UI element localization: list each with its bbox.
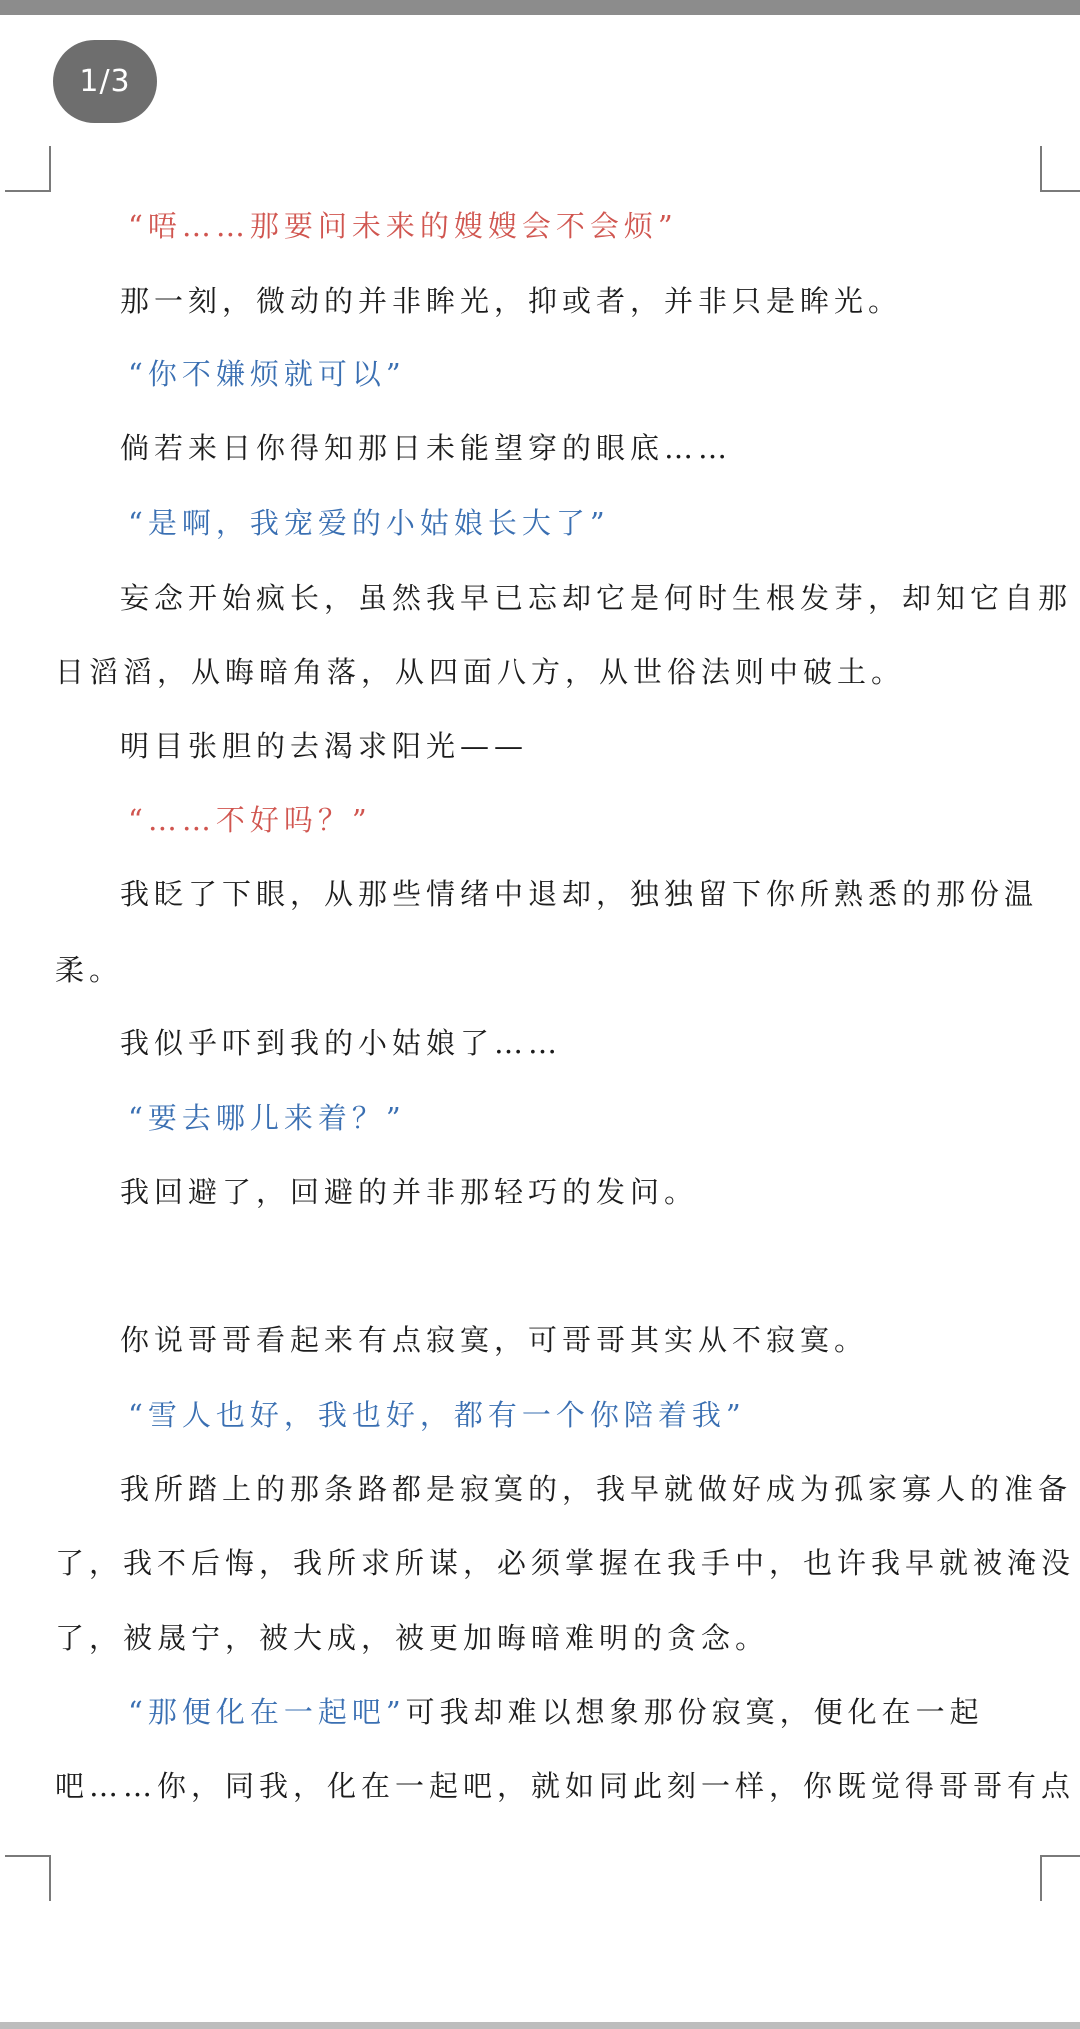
paragraph-line: 倘若来日你得知那日未能望穿的眼底…… bbox=[120, 431, 733, 465]
paragraph-line: 了，我不后悔，我所求所谋，必须掌握在我手中，也许我早就被淹没 bbox=[55, 1546, 1076, 1580]
paragraph-line: 日滔滔，从晦暗角落，从四面八方，从世俗法则中破土。 bbox=[55, 655, 906, 689]
dialogue-line: “你不嫌烦就可以” bbox=[128, 357, 406, 391]
mixed-line bbox=[128, 1692, 984, 1732]
paragraph-line: 了，被晟宁，被大成，被更加晦暗难明的贪念。 bbox=[55, 1621, 770, 1655]
paragraph-line: 柔。 bbox=[55, 953, 124, 987]
paragraph-line: 我所踏上的那条路都是寂寞的，我早就做好成为孤家寡人的准备 bbox=[120, 1472, 1073, 1506]
paragraph-line: 你说哥哥看起来有点寂寞，可哥哥其实从不寂寞。 bbox=[120, 1323, 869, 1357]
narration-segment: 可我却难以想象那份寂寞，便化在一起 bbox=[405, 1695, 984, 1729]
dialogue-line: “唔……那要问未来的嫂嫂会不会烦” bbox=[128, 209, 678, 243]
paragraph-line: 吧……你，同我，化在一起吧，就如同此刻一样，你既觉得哥哥有点 bbox=[55, 1769, 1076, 1803]
dialogue-line: “是啊，我宠爱的小姑娘长大了” bbox=[128, 506, 610, 540]
paragraph-line: 那一刻，微动的并非眸光，抑或者，并非只是眸光。 bbox=[120, 284, 903, 318]
dialogue-line: “……不好吗？” bbox=[128, 803, 372, 837]
paragraph-line: 我回避了，回避的并非那轻巧的发问。 bbox=[120, 1175, 699, 1209]
dialogue-line: “雪人也好，我也好，都有一个你陪着我” bbox=[128, 1398, 746, 1432]
dialogue-line: “要去哪儿来着？” bbox=[128, 1101, 406, 1135]
dialogue-segment: “那便化在一起吧” bbox=[128, 1695, 406, 1729]
page-indicator-text: 1/3 bbox=[79, 64, 131, 99]
bottom-bar bbox=[0, 2022, 1080, 2029]
paragraph-line: 妄念开始疯长，虽然我早已忘却它是何时生根发芽，却知它自那 bbox=[120, 581, 1073, 615]
paragraph-line: 我眨了下眼，从那些情绪中退却，独独留下你所熟悉的那份温 bbox=[120, 877, 1039, 911]
paragraph-line: 我似乎吓到我的小姑娘了…… bbox=[120, 1026, 563, 1060]
paragraph-line: 明目张胆的去渴求阳光—— bbox=[120, 729, 529, 763]
